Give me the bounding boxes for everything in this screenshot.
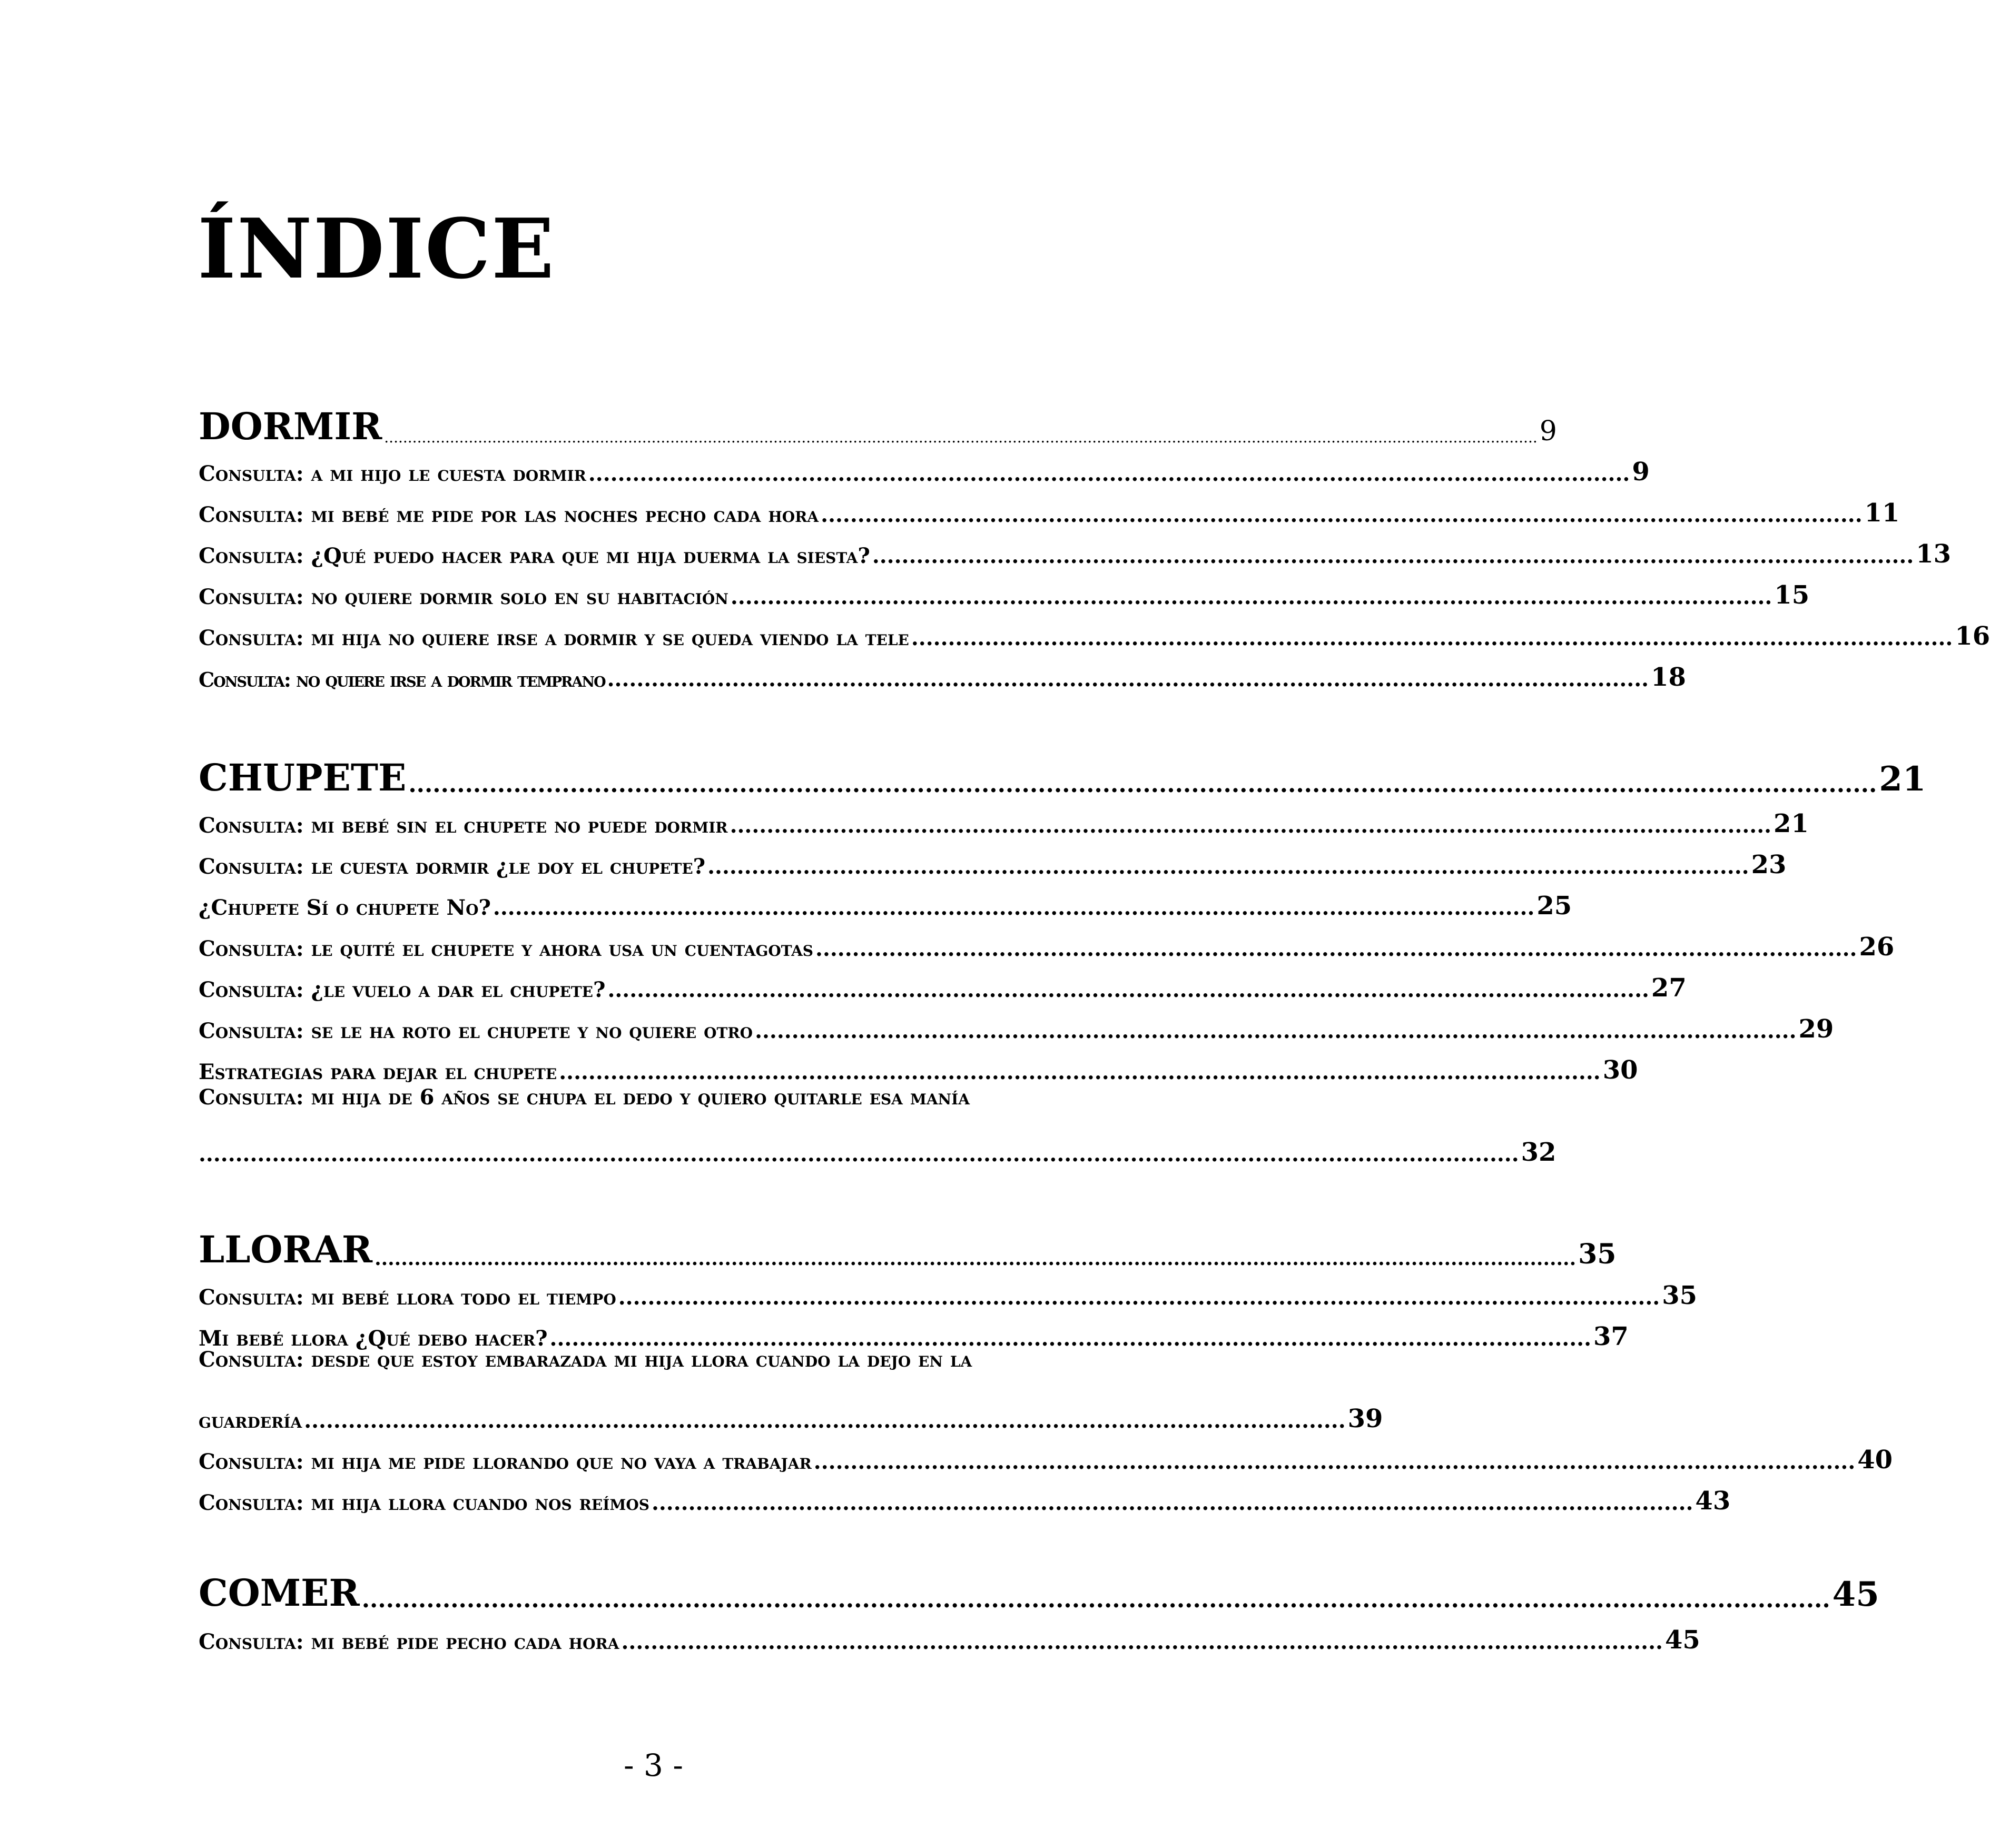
- toc-entry[interactable]: [199, 1389, 1383, 1434]
- dot-leader: ..............................................................................................................................................: [730, 585, 1772, 609]
- toc-section-dormir[interactable]: [199, 392, 1557, 448]
- page-number: 39: [1347, 1404, 1383, 1434]
- entry-label: Consulta: le cuesta dormir ¿le doy el chupete?: [199, 854, 706, 879]
- toc-entry[interactable]: [199, 1041, 1638, 1085]
- toc-section-llorar[interactable]: [199, 1215, 1617, 1271]
- section-heading: CHUPETE: [199, 756, 407, 799]
- entry-label: Consulta: ¿Qué puedo hacer para que mi hija duerma la siesta?: [199, 543, 870, 568]
- page-number: 30: [1602, 1055, 1638, 1085]
- entry-label: Consulta: mi bebé llora todo el tiempo: [199, 1285, 616, 1310]
- toc-entry[interactable]: [199, 648, 1686, 692]
- dot-leader: ......................................................................................................................................................................................: [375, 1248, 1577, 1270]
- entry-label: Consulta: no quiere dormir solo en su habitación: [199, 585, 728, 609]
- toc-entry[interactable]: [199, 442, 1650, 487]
- dot-leader: ..............................................................................................................................................: [730, 813, 1772, 838]
- entry-label[interactable]: Consulta: desde que estoy embarazada mi hija llora cuando la dejo en la: [199, 1347, 972, 1372]
- dot-leader: ..............................................................................................................................................: [821, 502, 1863, 527]
- entry-label: Estrategias para dejar el chupete: [199, 1060, 557, 1084]
- dot-leader: ..............................................................................................................................................: [707, 854, 1749, 879]
- page-number: 21: [1774, 809, 1809, 838]
- toc-entry[interactable]: [199, 1123, 1556, 1167]
- dot-leader: ..............................................................................................................................................: [872, 543, 1914, 568]
- dot-leader: ..............................................................................................................................................: [618, 1285, 1660, 1310]
- toc-entry[interactable]: [199, 1266, 1697, 1310]
- dot-leader: ..............................................................................................................................................: [813, 1449, 1856, 1474]
- section-heading: LLORAR: [199, 1228, 373, 1271]
- page-number: 18: [1651, 663, 1686, 692]
- dot-leader: ......................................................................................................................................................................................: [361, 1586, 1830, 1613]
- page-number: 37: [1593, 1322, 1629, 1351]
- dot-leader: ..............................................................................................................................................: [304, 1408, 1346, 1433]
- dot-leader: ......................................................................................................................................................................................: [408, 771, 1877, 798]
- toc-entry[interactable]: [199, 835, 1787, 879]
- page-title: ÍNDICE: [198, 201, 555, 297]
- toc-section-chupete[interactable]: [199, 744, 1926, 799]
- page-number: 45: [1832, 1575, 1879, 1614]
- toc-section-comer[interactable]: [199, 1559, 1879, 1615]
- toc-entry[interactable]: [199, 1430, 1893, 1475]
- page-number: 45: [1664, 1625, 1700, 1655]
- entry-label: Consulta: mi bebé me pide por las noches pecho cada hora: [199, 502, 819, 527]
- toc-entry[interactable]: [199, 1471, 1731, 1516]
- page-number: 40: [1857, 1445, 1893, 1475]
- page-number: 26: [1859, 932, 1895, 962]
- dot-leader: ..............................................................................................................................................: [911, 626, 1953, 650]
- entry-label[interactable]: Consulta: mi hija de 6 años se chupa el dedo y quiero quitarle esa manía: [199, 1085, 970, 1110]
- entry-label: Consulta: a mi hijo le cuesta dormir: [199, 461, 586, 486]
- entry-label: ¿Chupete Sí o chupete No?: [199, 895, 491, 920]
- page-number: 25: [1536, 891, 1572, 921]
- entry-label: Mi bebé llora ¿Qué debo hacer?: [199, 1326, 548, 1351]
- entry-label: Consulta: se le ha roto el chupete y no quiere otro: [199, 1019, 753, 1043]
- page-number: 11: [1864, 498, 1900, 528]
- entry-label: Consulta: mi bebé pide pecho cada hora: [199, 1629, 619, 1654]
- dot-leader: ..............................................................................................................................................: [607, 667, 1649, 691]
- toc-entry[interactable]: [199, 794, 1809, 838]
- entry-label: Consulta: mi hija me pide llorando que no vaya a trabajar: [199, 1449, 812, 1474]
- dot-leader: ..............................................................................................................................................: [621, 1629, 1663, 1654]
- toc-entry[interactable]: [199, 607, 1990, 651]
- dot-leader: ......................................................................................................................................................................................................................................................: [384, 429, 1538, 446]
- dot-leader: ..............................................................................................................................................: [588, 461, 1630, 486]
- dot-leader: ..............................................................................................................................................: [559, 1060, 1601, 1084]
- toc-entry[interactable]: [199, 958, 1687, 1003]
- page-number: 35: [1578, 1238, 1617, 1270]
- toc-entry[interactable]: [199, 483, 1900, 528]
- page-number: 16: [1955, 621, 1990, 651]
- toc-entry[interactable]: [199, 876, 1572, 921]
- dot-leader: ..............................................................................................................................................: [755, 1019, 1797, 1043]
- entry-label: Consulta: mi hija no quiere irse a dormir y se queda viendo la tele: [199, 626, 909, 650]
- entry-label: Consulta: ¿le vuelo a dar el chupete?: [199, 977, 606, 1002]
- page-number: 29: [1798, 1014, 1834, 1044]
- page-number: 21: [1879, 759, 1926, 799]
- page-number: 9: [1632, 457, 1650, 487]
- toc-entry[interactable]: [199, 566, 1810, 610]
- toc-entry[interactable]: [199, 1000, 1834, 1044]
- section-heading: DORMIR: [199, 404, 382, 448]
- dot-leader: ..............................................................................................................................................: [815, 936, 1857, 961]
- page-footer-number: - 3 -: [624, 1747, 683, 1783]
- dot-leader: ..............................................................................................................................................: [492, 895, 1535, 920]
- page-number: 32: [1521, 1138, 1556, 1167]
- page-number: 13: [1916, 539, 1952, 569]
- entry-label: Consulta: le quité el chupete y ahora usa un cuentagotas: [199, 936, 814, 961]
- toc-entry[interactable]: [199, 525, 1952, 569]
- entry-label: Consulta: no quiere irse a dormir temprano: [199, 668, 605, 691]
- dot-leader: ..............................................................................................................................................: [651, 1490, 1693, 1515]
- page-number: 43: [1695, 1486, 1731, 1516]
- entry-label: guardería: [199, 1408, 302, 1433]
- toc-entry[interactable]: [199, 1610, 1700, 1655]
- page-number: 35: [1662, 1281, 1697, 1310]
- entry-label: Consulta: mi hija llora cuando nos reímos: [199, 1490, 649, 1515]
- dot-leader: ....................................................................................................................................................................................: [199, 1142, 1519, 1167]
- page-number: 23: [1751, 850, 1787, 879]
- dot-leader: ..............................................................................................................................................: [607, 977, 1649, 1002]
- toc-entry[interactable]: [199, 1307, 1629, 1351]
- page-number: 9: [1539, 416, 1557, 447]
- page-number: 15: [1774, 580, 1810, 610]
- entry-label: Consulta: mi bebé sin el chupete no puede dormir: [199, 813, 728, 838]
- page-number: 27: [1651, 973, 1687, 1003]
- section-heading: COMER: [199, 1571, 360, 1615]
- dot-leader: ..............................................................................................................................................: [549, 1326, 1592, 1351]
- toc-entry[interactable]: [199, 917, 1895, 962]
